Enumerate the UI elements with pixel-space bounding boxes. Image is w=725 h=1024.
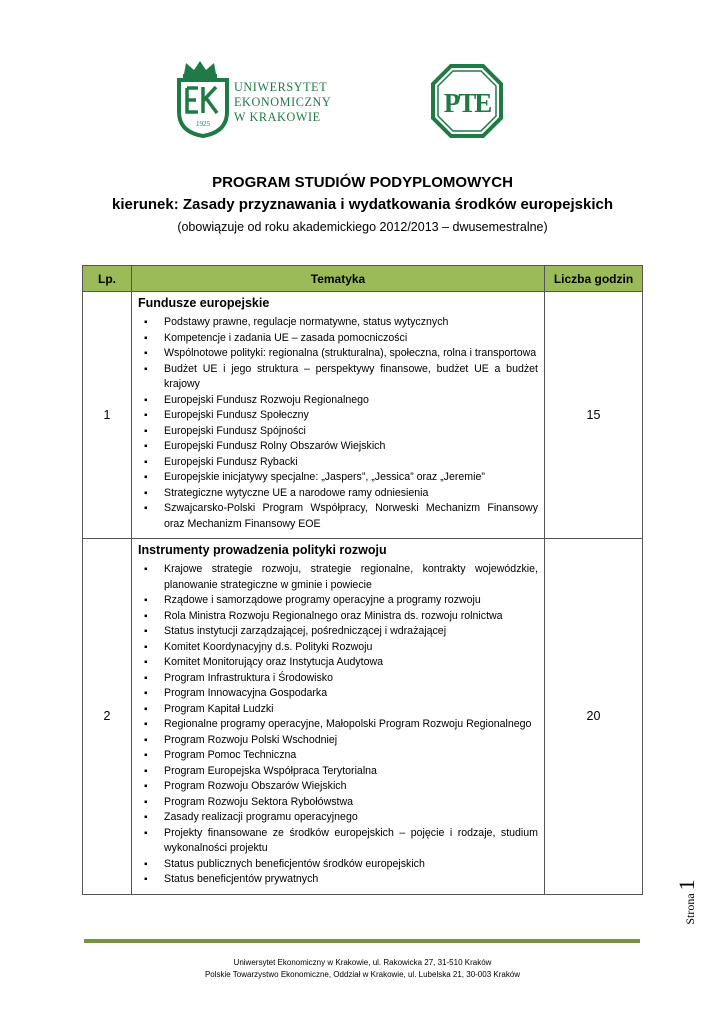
list-item: ▪ Program Rozwoju Polski Wschodniej (138, 733, 538, 749)
pte-emblem-icon (431, 64, 503, 138)
title-line-1: PROGRAM STUDIÓW PODYPLOMOWYCH (212, 174, 513, 191)
list-item: ▪ Status instytucji zarządzającej, pośredniczącej i wdrażającej (138, 624, 538, 640)
list-item: ▪ Program Rozwoju Sektora Rybołówstwa (138, 795, 538, 811)
list-item: ▪ Europejski Fundusz Rybacki (138, 455, 538, 471)
row-number: 1 (83, 292, 132, 539)
list-item: ▪ Europejski Fundusz Spójności (138, 424, 538, 440)
uek-logo (176, 60, 346, 138)
footer (0, 957, 725, 981)
pte-logo (431, 64, 503, 138)
row-number: 2 (83, 539, 132, 895)
list-item: ▪ Status beneficjentów prywatnych (138, 872, 538, 888)
list-item: ▪ Komitet Monitorujący oraz Instytucja Audytowa (138, 655, 538, 671)
list-item: ▪ Projekty finansowane ze środków europejskich – pojęcie i rodzaje, studium wykonalności projektu (138, 826, 538, 857)
list-item: ▪ Budżet UE i jego struktura – perspektywy finansowe, budżet UE a budżet krajowy (138, 362, 538, 393)
list-item: ▪ Krajowe strategie rozwoju, strategie regionalne, kontrakty wojewódzkie, planowanie strategiczne w gminie i powiecie (138, 562, 538, 593)
list-item: ▪ Program Pomoc Techniczna (138, 748, 538, 764)
footer-line-2: Polskie Towarzystwo Ekonomiczne, Oddział w Krakowie, ul. Lubelska 21, 30-003 Kraków (204, 970, 521, 979)
list-item: ▪ Kompetencje i zadania UE – zasada pomocniczości (138, 331, 538, 347)
header-topic: Tematyka (132, 266, 545, 292)
title-line-2: kierunek: Zasady przyznawania i wydatkowania środków europejskich (112, 196, 613, 213)
list-item: ▪ Program Kapitał Ludzki (138, 702, 538, 718)
list-item: ▪ Europejski Fundusz Rozwoju Regionalnego (138, 393, 538, 409)
list-item: ▪ Szwajcarsko-Polski Program Współpracy, Norweski Mechanizm Finansowy oraz Mechanizm Finansowy EOE (138, 501, 538, 532)
row-topics (132, 292, 545, 539)
page-number-value: 1 (674, 879, 699, 891)
list-item: ▪ Europejski Fundusz Rolny Obszarów Wiejskich (138, 439, 538, 455)
list-item: ▪ Rządowe i samorządowe programy operacyjne a programy rozwoju (138, 593, 538, 609)
list-item: ▪ Europejskie inicjatywy specjalne: „Jaspers”, „Jessica” oraz „Jeremie” (138, 470, 538, 486)
table-row (83, 539, 643, 895)
list-item: ▪ Program Europejska Współpraca Terytorialna (138, 764, 538, 780)
program-table (82, 265, 643, 895)
list-item: ▪ Program Rozwoju Obszarów Wiejskich (138, 779, 538, 795)
list-item: ▪ Podstawy prawne, regulacje normatywne, status wytycznych (138, 315, 538, 331)
topic-list (138, 315, 538, 532)
list-item: ▪ Program Infrastruktura i Środowisko (138, 671, 538, 687)
row-topics (132, 539, 545, 895)
svg-text:PTE: PTE (443, 88, 491, 118)
list-item: ▪ Strategiczne wytyczne UE a narodowe ramy odniesienia (138, 486, 538, 502)
page-number-label: Strona (683, 893, 697, 925)
header-lp: Lp. (83, 266, 132, 292)
section-title: Instrumenty prowadzenia polityki rozwoju (138, 543, 387, 557)
list-item: ▪ Wspólnotowe polityki: regionalna (strukturalna), społeczna, rolna i transportowa (138, 346, 538, 362)
footer-rule (84, 939, 640, 943)
uek-name-line2: EKONOMICZNY (234, 95, 332, 109)
list-item: ▪ Zasady realizacji programu operacyjnego (138, 810, 538, 826)
row-hours: 15 (545, 292, 643, 539)
table-row (83, 292, 643, 539)
row-hours: 20 (545, 539, 643, 895)
list-item: ▪ Status publicznych beneficjentów środków europejskich (138, 857, 538, 873)
document-title (0, 172, 725, 237)
page-number (670, 872, 704, 932)
header-hours: Liczba godzin (545, 266, 643, 292)
list-item: ▪ Program Innowacyjna Gospodarka (138, 686, 538, 702)
list-item: ▪ Komitet Koordynacyjny d.s. Polityki Rozwoju (138, 640, 538, 656)
list-item: ▪ Europejski Fundusz Społeczny (138, 408, 538, 424)
uek-name-line1: UNIWERSYTET (234, 80, 328, 94)
title-line-3: (obowiązuje od roku akademickiego 2012/2013 – dwusemestralne) (177, 220, 548, 234)
section-title: Fundusze europejskie (138, 296, 270, 310)
uek-emblem-icon (176, 60, 236, 138)
uek-name-line3: W KRAKOWIE (234, 110, 321, 124)
list-item: ▪ Rola Ministra Rozwoju Regionalnego oraz Ministra ds. rozwoju rolnictwa (138, 609, 538, 625)
table-header-row (83, 266, 643, 292)
svg-text:1925: 1925 (196, 120, 210, 128)
topic-list (138, 562, 538, 888)
list-item: ▪ Regionalne programy operacyjne, Małopolski Program Rozwoju Regionalnego (138, 717, 538, 733)
footer-line-1: Uniwersytet Ekonomiczny w Krakowie, ul. Rakowicka 27, 31-510 Kraków (233, 958, 492, 967)
